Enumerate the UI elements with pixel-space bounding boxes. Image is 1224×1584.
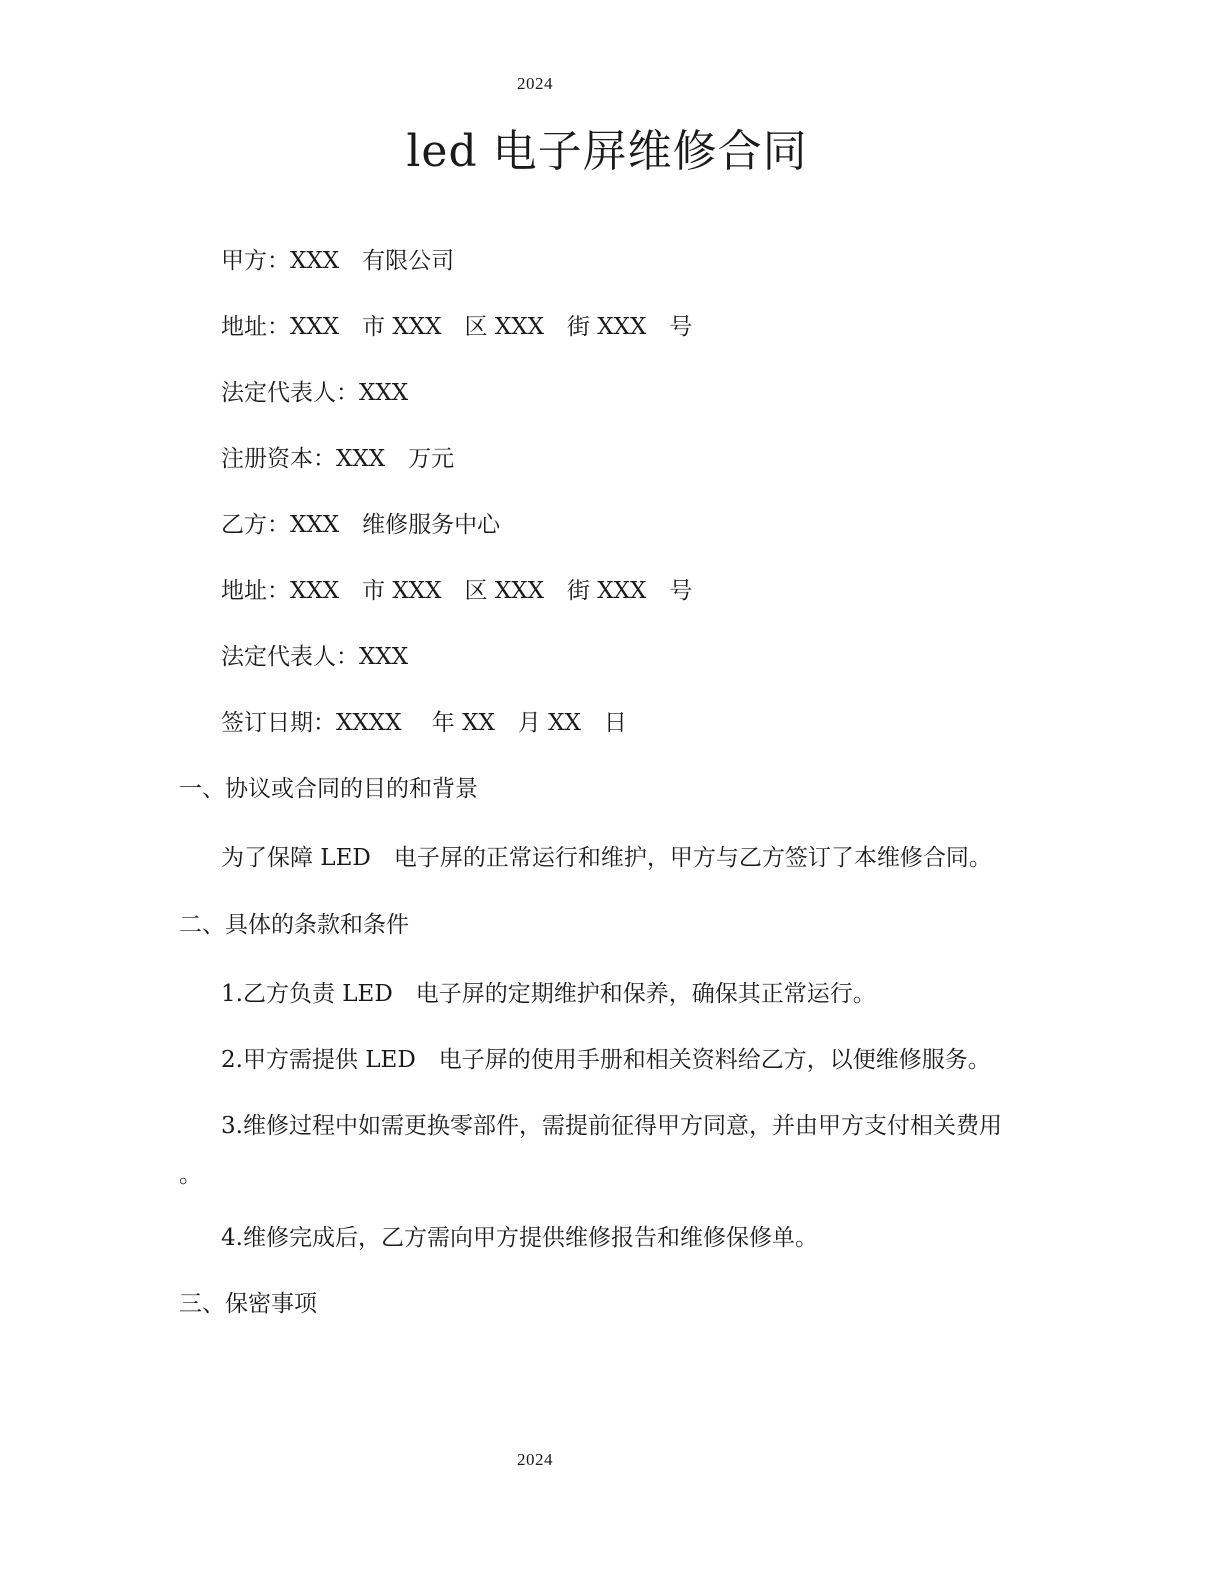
document-title: led 电子屏维修合同 [406,126,808,177]
clause-item: 3.维修过程中如需更换零部件，需提前征得甲方同意，并由甲方支付相关费用 [221,1113,1002,1139]
clause-item-continuation: 。 [179,1162,202,1188]
party-a-address: 地址：XXX 市 XXX 区 XXX 街 XXX 号 [221,314,693,340]
sign-date: 签订日期：XXXX 年 XX 月 XX 日 [221,710,627,736]
clause-item: 2.甲方需提供 LED 电子屏的使用手册和相关资料给乙方，以便维修服务。 [221,1047,991,1073]
party-b-address: 地址：XXX 市 XXX 区 XXX 街 XXX 号 [221,578,693,604]
section-heading-terms: 二、具体的条款和条件 [179,912,409,938]
section-heading-purpose: 一、协议或合同的目的和背景 [179,776,478,802]
party-b-name: 乙方：XXX 维修服务中心 [221,512,501,538]
page-header-year: 2024 [517,74,553,93]
clause-item: 4.维修完成后，乙方需向甲方提供维修报告和维修保修单。 [221,1225,818,1251]
clause-item: 1.乙方负责 LED 电子屏的定期维护和保养，确保其正常运行。 [221,981,876,1007]
page-footer-year: 2024 [517,1450,553,1469]
section-paragraph: 为了保障 LED 电子屏的正常运行和维护，甲方与乙方签订了本维修合同。 [221,845,992,871]
party-a-legal-rep: 法定代表人：XXX [221,380,409,406]
party-a-name: 甲方：XXX 有限公司 [221,248,455,274]
party-a-capital: 注册资本：XXX 万元 [221,446,455,472]
party-b-legal-rep: 法定代表人：XXX [221,644,409,670]
section-heading-confidentiality: 三、保密事项 [179,1291,317,1317]
